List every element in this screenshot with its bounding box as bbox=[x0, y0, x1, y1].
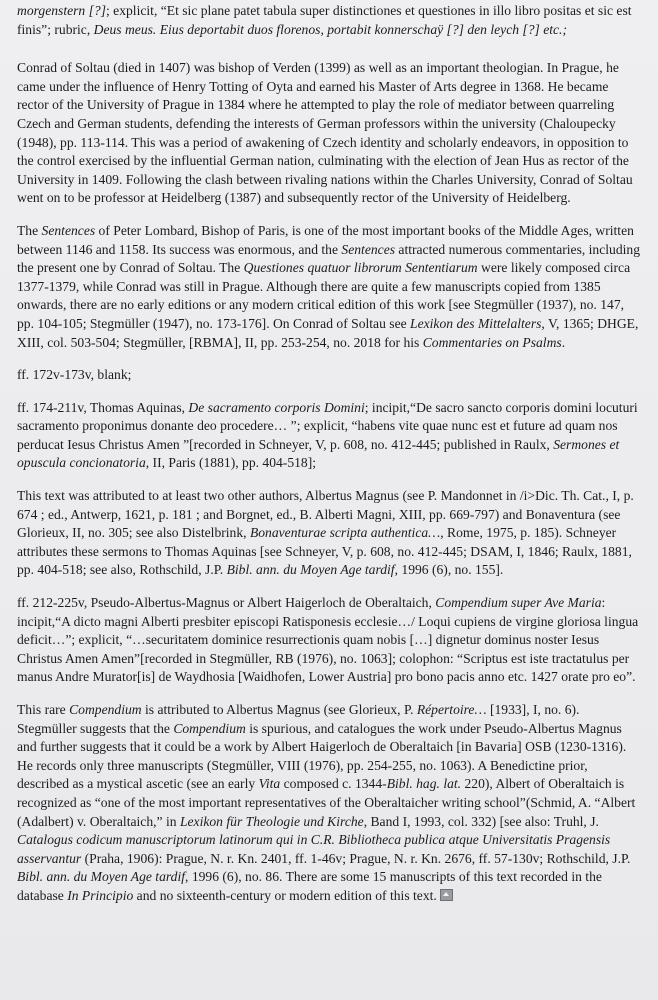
paragraph-description-end: morgenstern [?]; explicit, “Et sic plane patet tabula super distinctiones et questiones in illo libro positas et sic est finis”; rubric, Deus meus. Eius deportabit duos florenos, portabit konnerschaÿ [?] den leych [?] etc.; bbox=[17, 3, 632, 37]
paragraph-attribution: This text was attributed to at least two other authors, Albertus Magnus (see P. Mandonnet in /i>Dic. Th. Cat., I, p. 674 ; ed., Antwerp, 1621, p. 181 ; and Borgnet, ed., B. Alberti Magni, XIII, pp. 669-797) and Bonaventura (see Glorieux, II, no. 305; see also Distelbrink, Bonaventurae scripta authentica…, Rome, 1975, p. 185). Schneyer attributes these sermons to Thomas Aquinas [see Schneyer, V, p. 608, no. 412-445; DSAM, I, 1846; Raulx, 1881, pp. 404-518; see also, Rothschild, J.P. Bibl. ann. du Moyen Age tardif, 1996 (6), no. 155]. bbox=[17, 488, 634, 578]
paragraph-aquinas-text: ff. 174-211v, Thomas Aquinas, De sacramento corporis Domini; incipit,“De sacro sancto corporis domini locuturi sacramento proponimus donante deo procedere… ”; explicit, “habens vite quae nunc est et future ad quam nos perducat Iesus Christus Amen ”[recorded in Schneyer, V, p. 608, no. 412-445; published in Raulx, Sermones et opuscula concionatoria, II, Paris (1881), pp. 404-518]; bbox=[17, 399, 638, 471]
image-placeholder-icon bbox=[440, 889, 453, 901]
paragraph-blank-folios: ff. 172v-173v, blank; bbox=[17, 367, 132, 383]
paragraph-compendium-commentary: This rare Compendium is attributed to Albertus Magnus (see Glorieux, P. Répertoire… [1933], I, no. 6). Stegmüller suggests that the Compendium is spurious, and catalogues the work under Pseudo-Albertus Magnus and further suggests that it could be a work by Albert Haigerloch de Oberaltaich [in Bavaria] OSB (1230-1316). He records only three manuscripts (Stegmüller, VIII (1976), pp. 254-255, no. 1063). A Benedictine prior, described as a mystical ascetic (see an early Vita composed c. 1344-Bibl. hag. lat. 220), Albert of Oberaltaich is recognized as “one of the most important representatives of the Oberaltaicher writing school”(Schmid, A. “Albert (Adalbert) v. Oberaltaich,” in Lexikon für Theologie und Kirche, Band I, 1993, col. 332) [see also: Truhl, J. Catalogus codicum manuscriptorum latinorum qui in C.R. Bibliotheca publica atque Universitatis Pragensis asservantur (Praha, 1906): Prague, N. r. Kn. 2401, ff. 1-46v; Prague, N. r. Kn. 2676, ff. 57-130v; Rothschild, J.P. Bibl. ann. du Moyen Age tardif, 1996 (6), no. 86. There are some 15 manuscripts of this text recorded in the database In Principio and no sixteenth-century or modern edition of this text. bbox=[17, 702, 636, 903]
paragraph-compendium-text: ff. 212-225v, Pseudo-Albertus-Magnus or Albert Haigerloch de Oberaltaich, Compendium super Ave Maria: incipit,“A dicto magni Alberti presbiter episcopi Ratisponesis ecclesie…/ Loqui cupiens de virgine gloriosa lingua deficit…”; explicit, “…securitatem dominice resurrectionis quam nobis […] dignetur dominus noster Iesus Christus Amen Amen”[recorded in Stegmüller, RB (1976), no. 1063]; colophon: “Scriptus est iste tractatulus per manus Andre Murator[is] de Waydhosia [Waidhofen, Lower Austria] pro bono pacis anno etc. 1427 orate pro eo”. bbox=[17, 595, 639, 685]
paragraph-conrad-biography: Conrad of Soltau (died in 1407) was bishop of Verden (1399) as well as an important theologian. In Prague, he came under the influence of Henry Totting of Oyta and earned his Master of Arts degree in 1368. He became rector of the University of Prague in 1384 where he attempted to play the role of mediator between quarreling Czech and German students, defending the interests of German professors within the university (Chaloupecky (1948), pp. 113-114. This was a period of awakening of Czech identity and scholarly endeavors, in opposition to the control exercised by the influential German nation, culminating with the election of Jean Hus as rector of the University in 1409. Following the clash between rivaling nations within the Charles University, Conrad of Soltau went on to be professor at Heidelberg (1387) and subsequently rector of the University of Heidelberg. bbox=[17, 60, 633, 206]
paragraph-sentences: The Sentences of Peter Lombard, Bishop of Paris, is one of the most important books of the Middle Ages, written between 1146 and 1158. Its success was enormous, and the Sentences attracted numerous commentaries, including the present one by Conrad of Soltau. The Questiones quatuor librorum Sententiarum were likely composed circa 1377-1379, while Conrad was still in Prague. Although there are quite a few manuscripts copied from 1385 onwards, there are no early editions or any modern critical edition of this work [see Stegmüller (1937), no. 147, pp. 104-105; Stegmüller (1947), no. 173-176]. On Conrad of Soltau see Lexikon des Mittelalters, V, 1365; DHGE, XIII, col. 503-504; Stegmüller, [RBMA], II, pp. 253-254, no. 2018 for his Commentaries on Psalms. bbox=[17, 222, 641, 350]
